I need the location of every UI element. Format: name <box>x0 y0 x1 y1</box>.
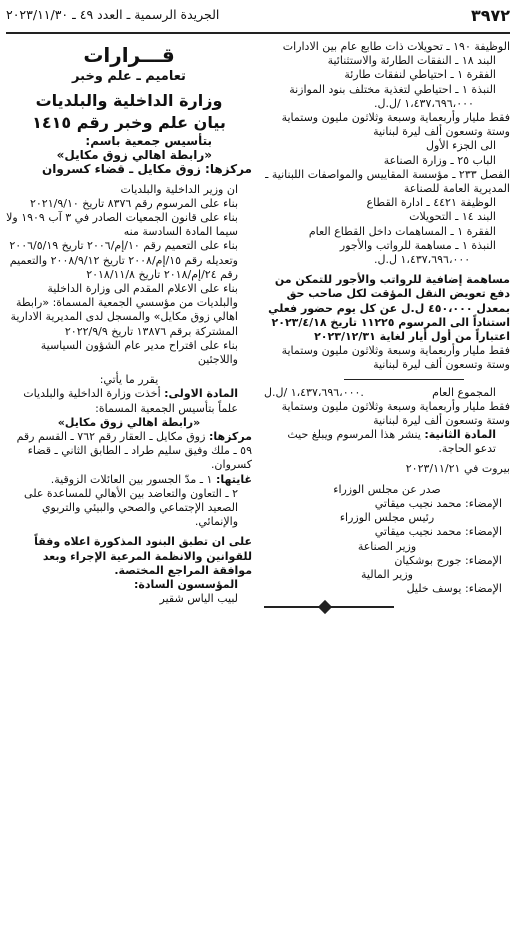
seat-text: زوق مكايل ـ العقار رقم ٧٦٢ ـ القسم رقم ٥٩ ـ ملك وفيق سليم طراد ـ الطابق الثاني ـ قضاء كسروان. <box>16 430 252 472</box>
amount-in-words: فقط مليار وأربعماية وسبعة وثلاثون مليون وستماية وستة وتسعون ألف ليرة لبنانية <box>281 111 510 139</box>
budget-line: الفقرة ١ ـ المساهمات داخل القطاع العام <box>308 224 496 238</box>
end-of-section-arrow <box>264 602 510 612</box>
article-one-label: المادة الاولى: <box>164 387 238 401</box>
goal-item: ١ ـ مدّ الجسور بين العائلات الزوقية. <box>50 472 213 486</box>
amount-in-words: فقط مليار وأربعماية وسبعة وثلاثون مليون وستماية وستة وتسعون ألف ليرة لبنانية <box>281 399 510 427</box>
preamble-line: بناء على التعميم رقم ١٠/إم/٢٠٠٦ تاريخ ٢٠٠٦/٥/١٩ وتعديله رقم ١٥/إم/٢٠٠٨ تاريخ ٢٠٠٨/٩/١٢ والتعميم رقم ٢٤/إم/٢٠١٨ تاريخ ٢٠١٨/١١/٨ <box>9 239 238 281</box>
right-column <box>264 40 510 612</box>
budget-line: الفقرة ١ ـ احتياطي لنفقات طارئة <box>344 68 496 82</box>
preamble-line: بناء على اقتراح مدير عام الشؤون السياسية واللاجئين <box>40 338 238 367</box>
grand-total-label: المجموع العام <box>432 385 496 399</box>
amount: ١،٤٣٧،٦٩٦،٠٠٠ ل.ل. <box>374 253 471 267</box>
grand-total-amount: ١،٤٣٧،٦٩٦،٠٠٠ /ل.ل. <box>264 385 364 399</box>
signature-title: صدر عن مجلس الوزراء <box>333 482 441 496</box>
goal-item: ٢ ـ التعاون والتعاضد بين الأهالي للمساعدة على الصعيد الإجتماعي والصحي والبيئي والتربوي والإنمائي. <box>24 486 238 529</box>
association-seat: مركزها: زوق مكايل ـ قضاء كسروان <box>42 162 252 177</box>
signature: الإمضاء: يوسف خليل <box>406 582 502 596</box>
page-number: ٣٩٧٢ <box>470 6 510 25</box>
gazette-issue-line: الجريدة الرسمية ـ العدد ٤٩ ـ ٢٠٢٣/١١/٣٠ <box>6 7 220 22</box>
budget-line: البند ١٤ ـ التحويلات <box>409 210 496 224</box>
article-two-text: ينشر هذا المرسوم ويبلغ حيث تدعو الحاجة. <box>287 428 496 456</box>
left-column <box>6 40 252 607</box>
article-one-text: أخذت وزارة الداخلية والبلديات علماً بتأسيس الجمعية المسماة: <box>23 387 238 415</box>
preamble-line: بناء على قانون الجمعيات الصادر في ٣ آب ١٩٠٩ ولا سيما المادة السادسة منه <box>6 211 238 239</box>
decides-line: يقرر ما يأتي: <box>99 373 159 387</box>
header-rule <box>6 32 510 34</box>
preamble-line: بناء على المرسوم رقم ٨٣٧٦ تاريخ ٢٠٢١/٩/١٠ <box>29 196 238 210</box>
preamble-line: ان وزير الداخلية والبلديات <box>120 182 238 196</box>
signature-title: رئيس مجلس الوزراء <box>339 511 435 525</box>
signature: الإمضاء: محمد نجيب ميقاتي <box>374 525 502 539</box>
association-intro: بتأسيس جمعية باسم: <box>85 134 212 148</box>
contribution-note: مساهمة إضافية للرواتب والأجور للتمكن من دفع تعويض النقل المؤقت لكل صاحب حق بمعدل ٤٥٠،٠٠٠ ل.ل عن كل يوم حضور فعلي استناداً الى المرسوم ١١٢٢٥ تاريخ ٢٠٢٣/٤/١٨ اعتباراً من أول أيار لغاية ٢٠٢٣/١٢/٣١ <box>268 273 510 344</box>
budget-line: البند ١٨ ـ النفقات الطارئة والاستثنائية <box>327 54 496 68</box>
budget-line: النبذة ١ ـ مساهمة للرواتب والأجور <box>339 238 496 252</box>
notice-heading: بيان علم وخبر رقم ١٤١٥ <box>32 113 226 132</box>
amount: ١،٤٣٧،٦٩٦،٠٠٠ /ل.ل. <box>374 96 474 110</box>
seat-label: مركزها: <box>208 430 252 444</box>
signature: الإمضاء: جورج بوشكيان <box>394 553 502 567</box>
founder-name: لبيب الياس شقير <box>159 592 238 606</box>
budget-line: الى الجزء الأول <box>426 139 496 153</box>
association-name: «رابطة اهالي زوق مكايل» <box>57 415 201 429</box>
conditions-clause: على ان تطبق البنود المذكورة اعلاه وفقاً للقوانين والانظمة المرعية الإجراء وبعد موافقة المراجع المختصة. <box>34 535 252 577</box>
signature: الإمضاء: محمد نجيب ميقاتي <box>374 496 502 510</box>
budget-line: الوظيفة ١٩٠ ـ تحويلات ذات طابع عام بين الادارات <box>282 40 510 53</box>
article-two-label: المادة الثانية: <box>424 428 496 442</box>
preamble-line: بناء على الاعلام المقدم الى وزارة الداخلية والبلديات من مؤسسي الجمعية المسماة: «رابطة اهالي زوق مكايل» والمسجل لدى المديرية الادارية المشتركة برقم ١٣٨٧٦ تاريخ ٢٠٢٢/٩/٩ <box>10 282 238 338</box>
issue-date: بيروت في ٢٠٢٣/١١/٢١ <box>405 462 510 476</box>
amount-in-words: فقط مليار وأربعماية وسبعة وثلاثون مليون وستماية وستة وتسعون ألف ليرة لبنانية <box>281 344 510 372</box>
budget-line: النبذة ١ ـ احتياطي لتغذية مختلف بنود الموازنة <box>289 82 496 96</box>
budget-line: الباب ٢٥ ـ وزارة الصناعة <box>383 153 496 167</box>
budget-line: الفصل ٢٣٣ ـ مؤسسة المقاييس والمواصفات اللبنانية ـ المديرية العامة للصناعة <box>265 167 510 196</box>
budget-line: الوظيفة ٤٤٢١ ـ ادارة القطاع <box>366 196 496 210</box>
founders-label: المؤسسون السادة: <box>133 578 238 592</box>
association-name: «رابطة اهالي زوق مكايل» <box>56 148 212 163</box>
page-header <box>0 0 516 34</box>
section-subtitle: تعاميم ـ علم وخبر <box>72 69 186 84</box>
signature-title: وزير المالية <box>361 567 413 581</box>
section-title: قـــرارات <box>83 43 175 67</box>
signature-title: وزير الصناعة <box>357 539 417 553</box>
goals-label: غايتها: <box>215 472 252 486</box>
total-rule <box>344 379 464 380</box>
ministry-heading: وزارة الداخلية والبلديات <box>35 91 223 110</box>
